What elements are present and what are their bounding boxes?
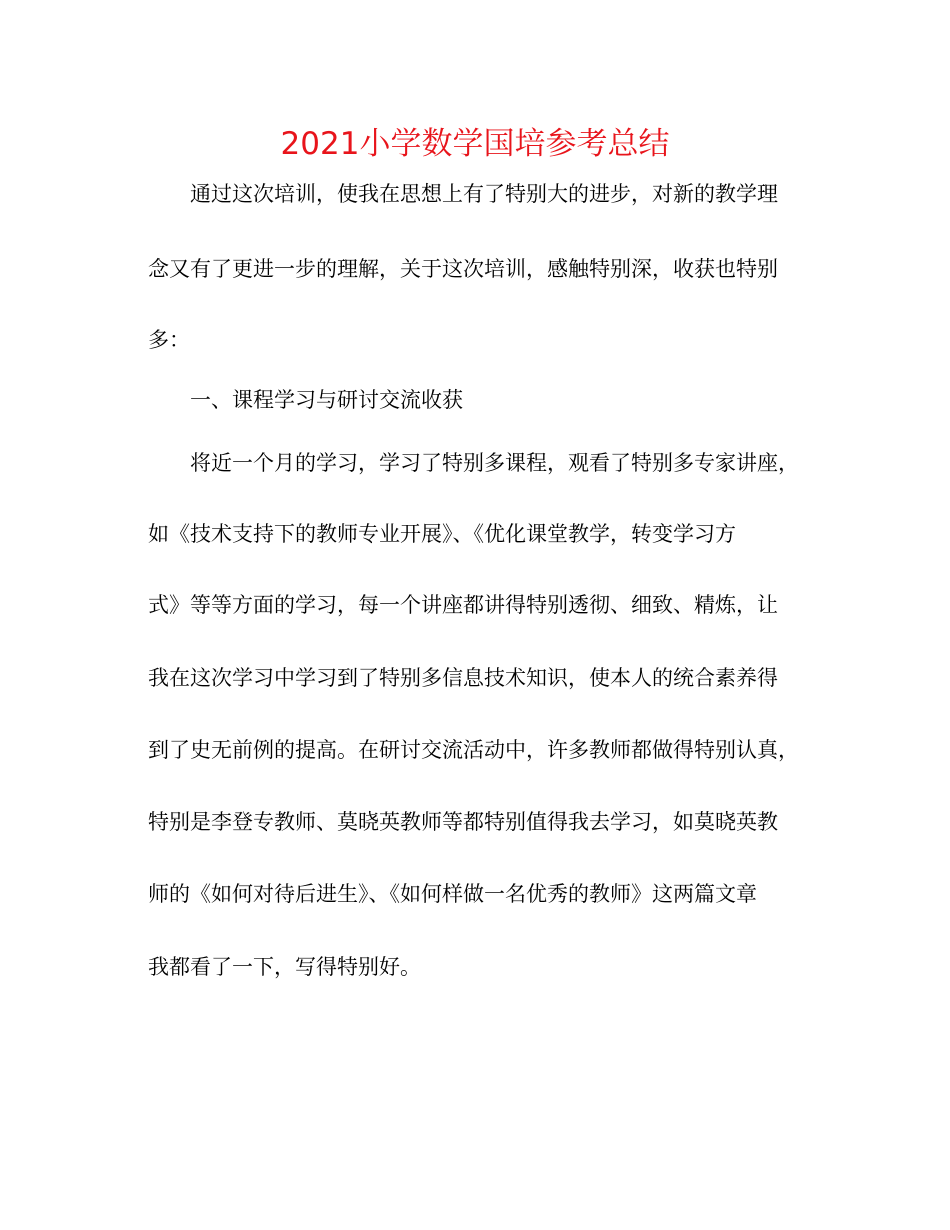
paragraph-line: 如《技术支持下的教师专业开展》、《优化课堂教学，转变学习方 [148, 522, 736, 546]
paragraph-line: 多： [148, 328, 190, 352]
paragraph-line: 念又有了更进一步的理解，关于这次培训，感触特别深，收获也特别 [148, 257, 778, 281]
paragraph-line: 师的《如何对待后进生》、《如何样做一名优秀的教师》这两篇文章 [148, 882, 757, 906]
paragraph-line: 特别是李登专教师、莫晓英教师等都特别值得我去学习，如莫晓英教 [148, 810, 778, 834]
section-heading: 一、课程学习与研讨交流收获 [190, 388, 463, 412]
paragraph-line: 式》等等方面的学习，每一个讲座都讲得特别透彻、细致、精炼，让 [148, 593, 778, 617]
paragraph-line: 到了史无前例的提高。在研讨交流活动中，许多教师都做得特别认真， [148, 738, 799, 762]
paragraph-line: 我都看了一下，写得特别好。 [148, 955, 421, 979]
paragraph-line: 通过这次培训，使我在思想上有了特别大的进步，对新的教学理 [190, 182, 778, 206]
document-title: 2021小学数学国培参考总结 [280, 126, 670, 162]
paragraph-line: 我在这次学习中学习到了特别多信息技术知识，使本人的统合素养得 [148, 666, 778, 690]
paragraph-line: 将近一个月的学习，学习了特别多课程，观看了特别多专家讲座， [190, 451, 799, 475]
